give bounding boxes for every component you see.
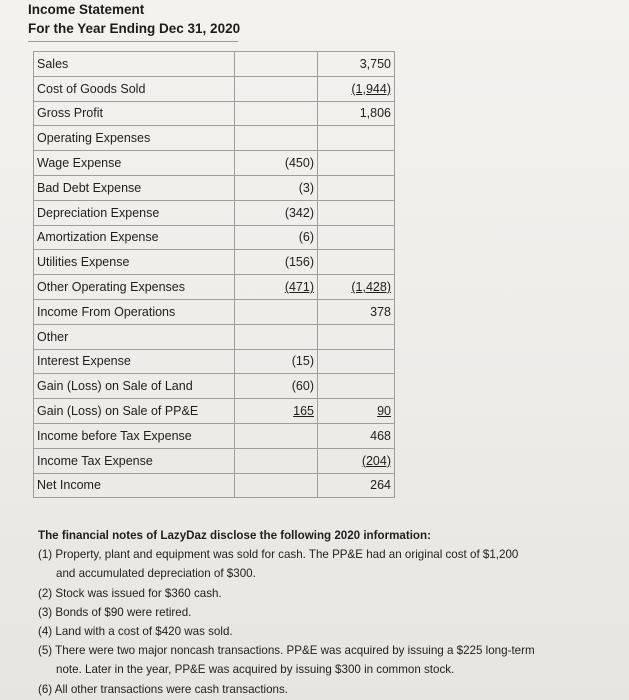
row-amount: (15) — [235, 349, 318, 374]
row-label: Wage Expense — [34, 151, 235, 176]
row-total: 90 — [318, 399, 395, 424]
row-label: Gross Profit — [34, 101, 235, 126]
note-item: (5) There were two major noncash transactions. PP&E was acquired by issuing a $225 long-term — [38, 644, 535, 658]
row-total: (204) — [318, 448, 395, 473]
table-row — [34, 349, 395, 374]
table-row — [34, 299, 395, 324]
note-item: (6) All other transactions were cash transactions. — [38, 682, 289, 696]
row-label: Income Tax Expense — [34, 448, 235, 473]
row-total: 468 — [318, 423, 395, 448]
row-label: Cost of Goods Sold — [34, 76, 235, 101]
table-row — [34, 225, 395, 250]
row-total: (1,944) — [318, 76, 395, 101]
row-label: Income before Tax Expense — [34, 423, 235, 448]
income-statement-table — [33, 51, 395, 498]
row-total: (1,428) — [318, 275, 395, 300]
table-row — [34, 101, 395, 126]
row-total: 264 — [318, 473, 395, 498]
note-item-continuation: note. Later in the year, PP&E was acquired by issuing $300 in common stock. — [56, 663, 455, 677]
header-divider — [28, 41, 238, 42]
row-amount: (3) — [235, 175, 318, 200]
row-label: Income From Operations — [34, 299, 235, 324]
table-row — [34, 423, 395, 448]
table-row — [34, 473, 395, 498]
row-label: Gain (Loss) on Sale of PP&E — [34, 399, 235, 424]
row-amount: 165 — [235, 399, 318, 424]
table-row — [34, 175, 395, 200]
row-label: Other Operating Expenses — [34, 275, 235, 300]
row-total: 3,750 — [318, 52, 395, 77]
statement-period: For the Year Ending Dec 31, 2020 — [28, 21, 241, 36]
table-row — [34, 76, 395, 101]
row-total: 1,806 — [318, 101, 395, 126]
row-amount: (450) — [235, 151, 318, 176]
row-label: Net Income — [34, 473, 235, 498]
row-total: 378 — [318, 299, 395, 324]
statement-title: Income Statement — [28, 2, 145, 17]
table-row — [34, 448, 395, 473]
section-label: Operating Expenses — [34, 126, 235, 151]
note-item: (3) Bonds of $90 were retired. — [38, 605, 192, 619]
row-label: Interest Expense — [34, 349, 235, 374]
note-item: (4) Land with a cost of $420 was sold. — [38, 625, 233, 639]
table-row — [34, 52, 395, 77]
row-label: Gain (Loss) on Sale of Land — [34, 374, 235, 399]
note-item: (1) Property, plant and equipment was sold for cash. The PP&E had an original cost of $1,200 — [38, 548, 519, 562]
table-row — [34, 126, 395, 151]
section-label: Other — [34, 324, 235, 349]
financial-notes — [38, 526, 618, 699]
note-item: (2) Stock was issued for $360 cash. — [38, 586, 222, 600]
table-row — [34, 151, 395, 176]
note-item-continuation: and accumulated depreciation of $300. — [56, 567, 256, 581]
table-row — [34, 324, 395, 349]
table-row — [34, 275, 395, 300]
row-amount: (471) — [235, 275, 318, 300]
row-amount: (342) — [235, 200, 318, 225]
row-label: Sales — [34, 52, 235, 77]
row-amount: (156) — [235, 250, 318, 275]
row-label: Utilities Expense — [34, 250, 235, 275]
table-row — [34, 399, 395, 424]
row-label: Depreciation Expense — [34, 200, 235, 225]
row-label: Bad Debt Expense — [34, 175, 235, 200]
row-amount: (6) — [235, 225, 318, 250]
table-row — [34, 200, 395, 225]
notes-title: The financial notes of LazyDaz disclose the following 2020 information: — [38, 529, 431, 542]
table-row — [34, 374, 395, 399]
table-row — [34, 250, 395, 275]
row-label: Amortization Expense — [34, 225, 235, 250]
row-amount: (60) — [235, 374, 318, 399]
